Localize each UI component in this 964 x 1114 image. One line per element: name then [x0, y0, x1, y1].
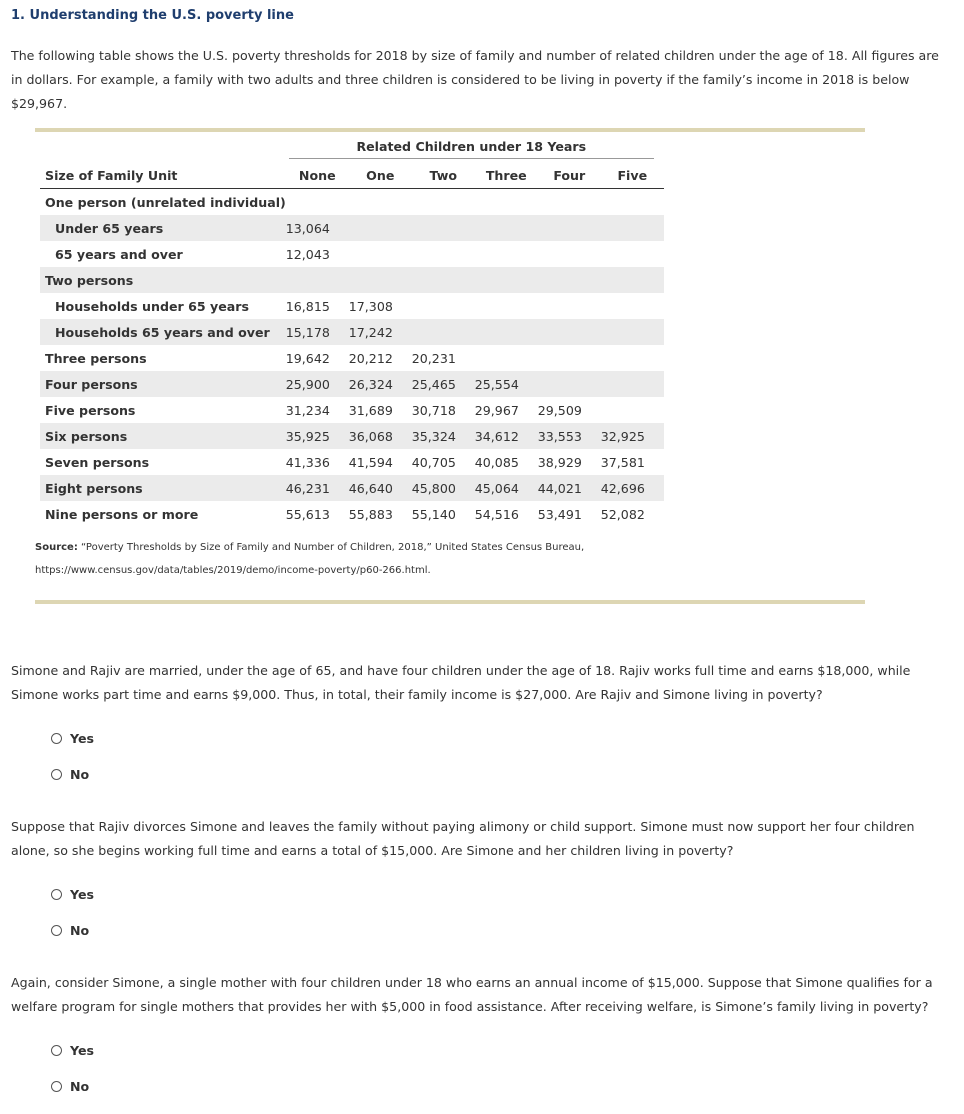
table-cell [601, 319, 664, 345]
row-label: 65 years and over [55, 246, 183, 262]
intro-text: The following table shows the U.S. poverty thresholds for 2018 by size of family and number of related children under the age of 18. All figures are in dollars. For example, a family with two adults and three children is considered to be living in poverty if the family’s income in 2018 is below $29,967. [11, 48, 939, 111]
table-cell [412, 267, 475, 293]
table-cell [412, 319, 475, 345]
table-cell: 13,064 [286, 215, 349, 241]
table-cell [601, 371, 664, 397]
option-label: Yes [70, 731, 95, 746]
table-cell [601, 189, 664, 216]
table-cell: 25,465 [412, 371, 475, 397]
table-cell [412, 241, 475, 267]
table-row [40, 241, 664, 267]
radio-circle-icon[interactable] [51, 769, 62, 780]
table-cell [475, 293, 538, 319]
table-cell [412, 215, 475, 241]
table-cell: 32,925 [601, 423, 664, 449]
table-cell: 33,553 [538, 423, 601, 449]
question-part-3: Again, consider Simone, a single mother with four children under 18 who earns an annual income of $15,000. Suppose that Simone qualifies for a welfare program for single mothers that provides her with $5,000 in food assistance. After receiving welfare, is Simone’s family living in poverty? [11, 975, 933, 1014]
table-cell: 45,064 [475, 475, 538, 501]
table-cell: 55,883 [348, 506, 393, 522]
row-label: One person (unrelated individual) [45, 194, 286, 210]
table-cell [601, 267, 664, 293]
table-cell: 40,705 [411, 454, 456, 470]
table-cell [475, 189, 538, 216]
table-cell: 52,082 [600, 506, 645, 522]
column-header: Four [538, 162, 601, 189]
radio-circle-icon[interactable] [51, 733, 62, 744]
table-cell: 35,925 [286, 423, 349, 449]
radio-circle-icon[interactable] [51, 925, 62, 936]
table-cell [349, 241, 412, 267]
table-cell [412, 189, 475, 216]
table-bottom-rule [35, 600, 865, 604]
table-cell: 37,581 [600, 454, 645, 470]
table-row [40, 397, 664, 423]
table-cell [475, 345, 538, 371]
table-cell [349, 215, 412, 241]
option-label: Yes [70, 887, 95, 902]
option-label: No [70, 767, 90, 782]
table-cell [475, 267, 538, 293]
question-title: 1. Understanding the U.S. poverty line [11, 8, 294, 23]
table-cell: 34,612 [475, 423, 538, 449]
question-part-1: Simone and Rajiv are married, under the age of 65, and have four children under the age of 18. Rajiv works full time and earns $18,000, while Simone works part time and earns $9,000. Thus, in total, their family income is $27,000. Are Rajiv and Simone living in poverty? [11, 663, 911, 702]
radio-circle-icon[interactable] [51, 889, 62, 900]
table-cell [601, 241, 664, 267]
table-cell: 19,642 [285, 350, 330, 366]
table-cell: 29,509 [537, 402, 582, 418]
table-cell: 35,324 [412, 423, 475, 449]
row-label: Six persons [40, 423, 286, 449]
table-cell [538, 345, 601, 371]
table-cell: 41,594 [348, 454, 393, 470]
row-label: Nine persons or more [45, 506, 199, 522]
table-cell [475, 215, 538, 241]
table-cell: 16,815 [285, 298, 330, 314]
table-cell: 30,718 [411, 402, 456, 418]
table-cell: 40,085 [474, 454, 519, 470]
row-label: Five persons [45, 402, 136, 418]
table-cell [286, 267, 349, 293]
table-row [40, 371, 664, 397]
column-header: Two [412, 162, 475, 189]
column-header: Five [601, 162, 664, 189]
table-top-rule [35, 128, 865, 132]
table-cell: 26,324 [349, 371, 412, 397]
part-2-option-no[interactable] [51, 923, 89, 938]
group-header: Related Children under 18 Years [289, 139, 654, 159]
table-cell: 20,231 [411, 350, 456, 366]
table-row [40, 189, 664, 216]
radio-circle-icon[interactable] [51, 1045, 62, 1056]
table-cell: 25,900 [286, 371, 349, 397]
table-cell: 38,929 [537, 454, 582, 470]
row-label: Four persons [40, 371, 286, 397]
table-cell: 15,178 [286, 319, 349, 345]
table-cell: 55,140 [411, 506, 456, 522]
table-cell: 54,516 [474, 506, 519, 522]
source-url: https://www.census.gov/data/tables/2019/demo/income-poverty/p60-266.html. [35, 565, 431, 576]
column-header: Size of Family Unit [40, 162, 286, 189]
table-cell: 41,336 [285, 454, 330, 470]
table-row [40, 501, 664, 527]
table-row [40, 319, 664, 345]
table-cell [475, 319, 538, 345]
option-label: Yes [70, 1043, 95, 1058]
table-cell: 55,613 [285, 506, 330, 522]
part-3-option-no[interactable] [51, 1079, 89, 1094]
part-3-option-yes[interactable] [51, 1043, 94, 1058]
part-2-option-yes[interactable] [51, 887, 94, 902]
table-row [40, 423, 664, 449]
table-cell [349, 189, 412, 216]
table-cell: 31,234 [285, 402, 330, 418]
table-row [40, 345, 664, 371]
row-label: Three persons [45, 350, 147, 366]
table-cell [601, 345, 664, 371]
row-label: Eight persons [40, 475, 286, 501]
row-label: Under 65 years [40, 215, 286, 241]
table-cell: 25,554 [475, 371, 538, 397]
table-cell [412, 293, 475, 319]
table-cell: 45,800 [412, 475, 475, 501]
table-cell [475, 241, 538, 267]
table-cell: 53,491 [537, 506, 582, 522]
option-label: No [70, 1079, 90, 1094]
source-label: Source: [35, 542, 78, 553]
row-label: Households 65 years and over [40, 319, 286, 345]
table-cell [538, 215, 601, 241]
column-header: Three [475, 162, 538, 189]
part-1-option-yes[interactable] [51, 731, 94, 746]
table-cell: 46,231 [286, 475, 349, 501]
table-cell: 12,043 [285, 246, 330, 262]
row-label: Households under 65 years [55, 298, 249, 314]
question-part-2: Suppose that Rajiv divorces Simone and leaves the family without paying alimony or child support. Simone must now support her four children alone, so she begins working full time and earns a total of $15,000. Are Simone and her children living in poverty? [11, 819, 915, 858]
source-note [35, 536, 855, 582]
table-row [40, 293, 664, 319]
table-cell [538, 189, 601, 216]
table-cell [538, 241, 601, 267]
part-1-option-no[interactable] [51, 767, 89, 782]
table-cell [538, 293, 601, 319]
radio-circle-icon[interactable] [51, 1081, 62, 1092]
table-cell [538, 319, 601, 345]
table-cell: 17,308 [348, 298, 393, 314]
row-label: Seven persons [45, 454, 150, 470]
table-cell: 20,212 [348, 350, 393, 366]
table-cell [601, 215, 664, 241]
table-cell [601, 397, 664, 423]
table-row [40, 215, 664, 241]
table-cell [601, 293, 664, 319]
table-cell: 44,021 [538, 475, 601, 501]
table-cell: 36,068 [349, 423, 412, 449]
table-row [40, 267, 664, 293]
column-header: None [286, 162, 349, 189]
table-cell [349, 267, 412, 293]
table-cell [538, 371, 601, 397]
option-label: No [70, 923, 90, 938]
column-header-row [40, 162, 664, 189]
table-cell: 42,696 [601, 475, 664, 501]
column-header: One [349, 162, 412, 189]
table-cell [286, 189, 349, 216]
table-cell: 31,689 [348, 402, 393, 418]
table-row [40, 449, 664, 475]
table-cell [538, 267, 601, 293]
table-cell: 46,640 [349, 475, 412, 501]
poverty-threshold-table [40, 136, 664, 527]
table-row [40, 475, 664, 501]
table-cell: 17,242 [349, 319, 412, 345]
row-label: Two persons [40, 267, 286, 293]
table-cell: 29,967 [474, 402, 519, 418]
source-text: “Poverty Thresholds by Size of Family and Number of Children, 2018,” United States Census Bureau, [81, 542, 585, 553]
